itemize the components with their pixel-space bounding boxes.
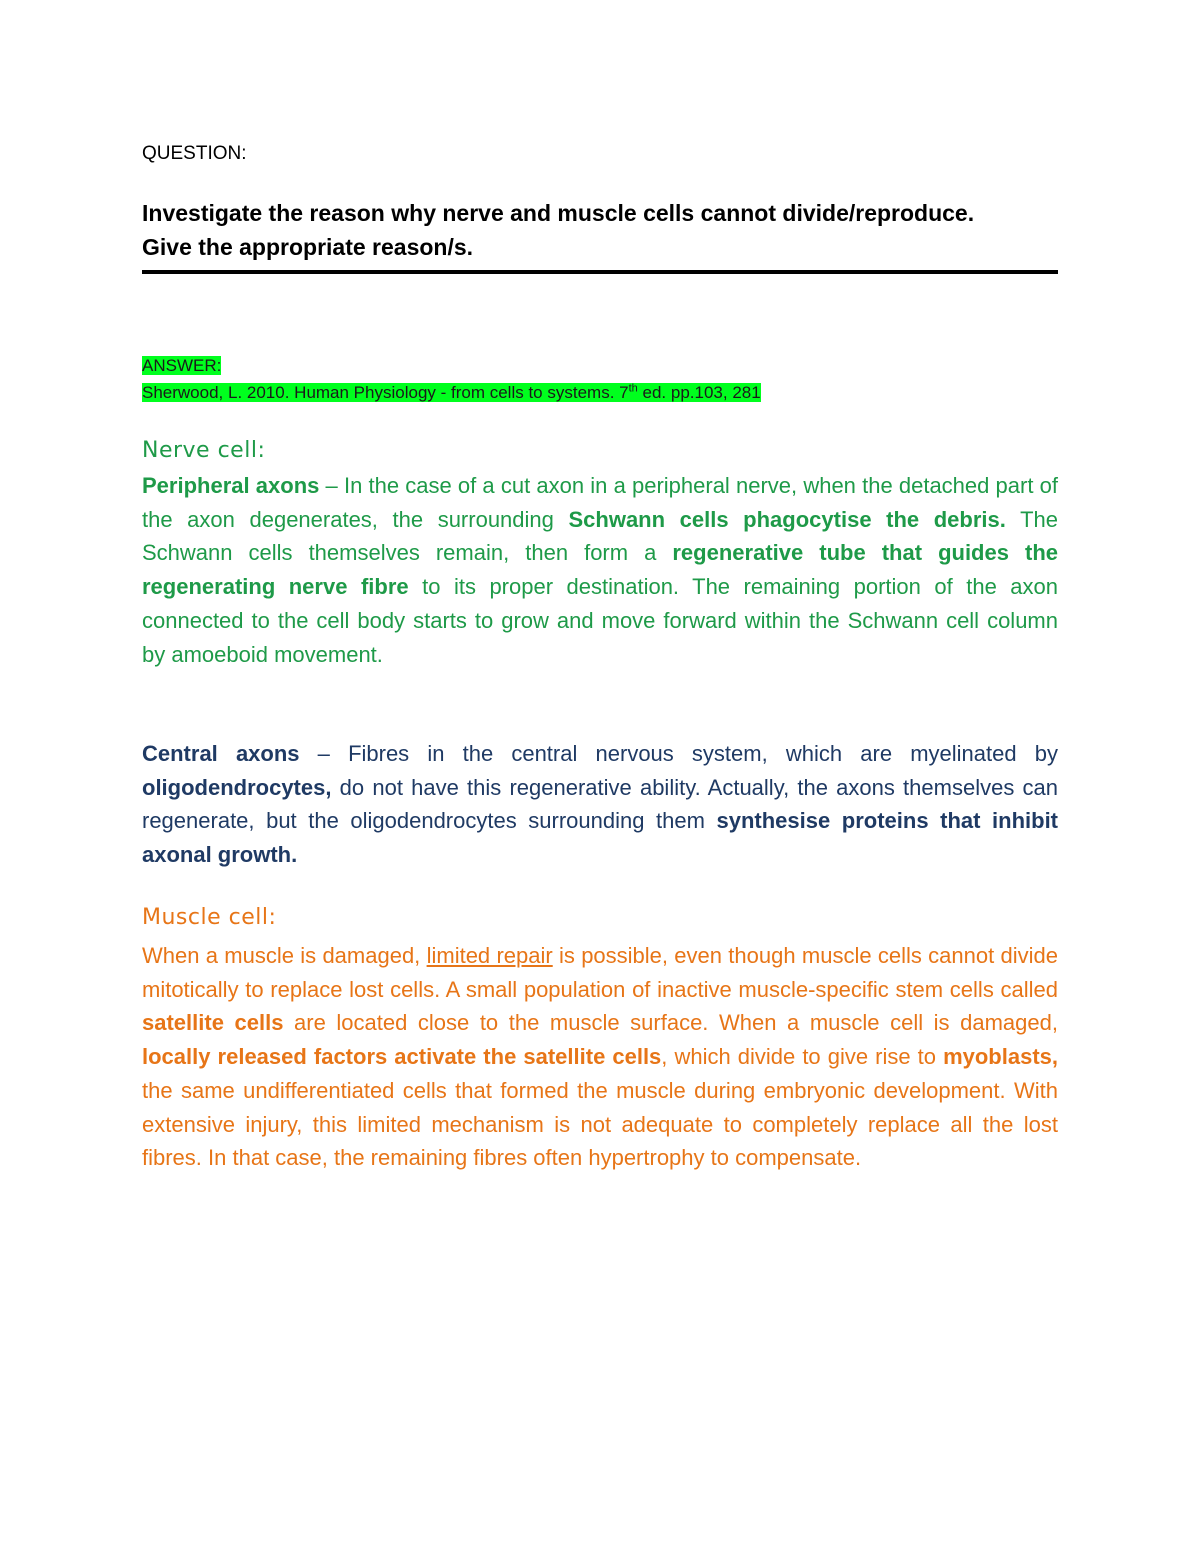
citation-superscript: th [628,382,638,395]
peripheral-axons-term: Peripheral axons [142,473,320,498]
muscle-bold-2: locally released factors activate the satellite cells [142,1044,662,1070]
question-label: QUESTION: [142,143,247,164]
muscle-text-3: are located close to the muscle surface. When a muscle cell is damaged, [283,1010,1058,1036]
peripheral-bold-1: Schwann cells phagocytise the debris. [568,506,1006,532]
central-axons-paragraph [142,737,1058,872]
muscle-text-2: is possible, even though muscle cells cannot divide mitotically to replace lost cells. A small population of inactive muscle-specific stem cells called [142,943,1058,1002]
muscle-underline: limited repair [426,943,553,968]
central-axons-term: Central axons [142,741,300,766]
answer-citation [142,383,761,402]
muscle-text-1: When a muscle is damaged, [142,943,427,968]
muscle-cell-heading: Muscle cell: [142,905,277,930]
muscle-cell-paragraph [142,939,1058,1175]
muscle-text-5: the same undifferentiated cells that formed the muscle during embryonic development. With extensive injury, this limited mechanism is not adequate to completely replace all the lost fibres. In that case, the remaining fibres often hypertrophy to compensate. [142,1077,1058,1171]
citation-text: Sherwood, L. 2010. Human Physiology - from cells to systems. 7 [142,383,629,402]
answer-block [142,352,1058,406]
muscle-text-4: , which divide to give rise to [661,1044,944,1070]
central-bold-1: oligodendrocytes, [142,774,332,800]
peripheral-text-2: The Schwann cells themselves remain, then form a [142,506,1058,566]
muscle-bold-3: myoblasts, [943,1044,1058,1070]
peripheral-axons-paragraph [142,469,1058,671]
nerve-cell-heading: Nerve cell: [142,438,266,463]
peripheral-bold-2: regenerative tube that guides the regenerating nerve fibre [142,540,1058,600]
muscle-bold-1: satellite cells [142,1010,284,1036]
question-line-2: Give the appropriate reason/s. [142,234,474,260]
central-bold-2: synthesise proteins that inhibit axonal growth. [142,808,1059,868]
central-text-2: do not have this regenerative ability. Actually, the axons themselves can regenerate, but the oligodendrocytes surrounding them [142,774,1058,834]
central-text-1: – Fibres in the central nervous system, which are myelinated by [299,741,1058,766]
peripheral-text-1: – In the case of a cut axon in a peripheral nerve, when the detached part of the axon degenerates, the surrounding [142,473,1058,532]
answer-label: ANSWER: [142,356,222,375]
citation-pages: ed. pp.103, 281 [637,383,761,402]
question-line-1: Investigate the reason why nerve and muscle cells cannot divide/reproduce. [142,200,975,226]
peripheral-text-3: to its proper destination. The remaining portion of the axon connected to the cell body starts to grow and move forward within the Schwann cell column by amoeboid movement. [142,574,1058,667]
question-text [142,196,1058,274]
